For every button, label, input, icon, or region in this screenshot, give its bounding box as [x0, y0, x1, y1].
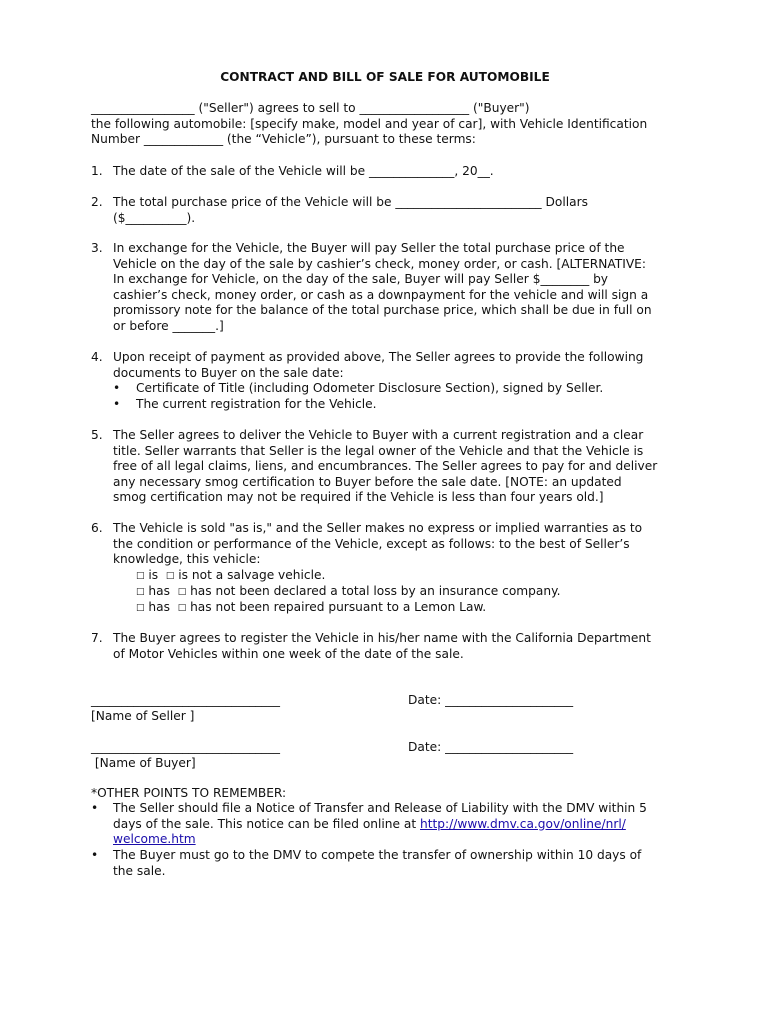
- option-label: has: [148, 584, 170, 598]
- item-line: free of all legal claims, liens, and encumbrances. The Seller agrees to pay for and deliver: [113, 459, 658, 474]
- item-line: title. Seller warrants that Seller is the legal owner of the Vehicle and that the Vehicle is: [113, 443, 644, 458]
- bullet-icon: •: [113, 397, 121, 411]
- item-line: cashier’s check, money order, or cash as a downpayment for the vehicle and will sign a: [113, 287, 649, 302]
- option-label: has not been declared a total loss by an insurance company.: [190, 584, 561, 598]
- seller-name-label: [Name of Seller ]: [91, 709, 195, 723]
- option-label: is not a salvage vehicle.: [178, 568, 326, 582]
- dmv-link-continued[interactable]: welcome.htm: [113, 832, 196, 847]
- point-line: [113, 832, 693, 848]
- dmv-link[interactable]: http://www.dmv.ca.gov/online/nrl/: [420, 816, 626, 831]
- intro-line: _________________ ("Seller") agrees to sell to __________________ ("Buyer"): [91, 101, 530, 115]
- option-label: has: [148, 600, 170, 614]
- buyer-date-field[interactable]: Date: _____________________: [408, 740, 574, 754]
- lemon-law-option-row: [136, 600, 486, 617]
- item-line: Upon receipt of payment as provided above, The Seller agrees to provide the following: [113, 350, 644, 364]
- item-line: ($__________).: [113, 210, 196, 225]
- term-item-2: [113, 195, 693, 226]
- checkbox-is[interactable]: □: [136, 571, 145, 581]
- point-line: The Seller should file a Notice of Transfer and Release of Liability with the DMV within 5: [113, 801, 647, 815]
- item-number: 5.: [91, 428, 103, 442]
- item-number: 1.: [91, 164, 103, 178]
- item-number: 6.: [91, 521, 103, 535]
- total-loss-option-row: [136, 584, 560, 601]
- item-line: or before _______.]: [113, 318, 224, 333]
- term-item-1: [113, 164, 693, 180]
- item-line: Vehicle on the day of the sale by cashier’s check, money order, or cash. [ALTERNATIVE:: [113, 256, 646, 271]
- checkbox-has[interactable]: □: [136, 603, 145, 613]
- bullet-icon: •: [91, 848, 99, 862]
- term-item-3: [113, 241, 693, 335]
- other-points-heading: *OTHER POINTS TO REMEMBER:: [91, 786, 287, 800]
- item-line: documents to Buyer on the sale date:: [113, 365, 344, 380]
- item-line: The total purchase price of the Vehicle will be ________________________ Dollars: [113, 195, 588, 209]
- item-line: smog certification may not be required if the Vehicle is less than four years old.]: [113, 490, 604, 505]
- item-line: The Seller agrees to deliver the Vehicle to Buyer with a current registration and a clear: [113, 428, 644, 442]
- intro-line: Number _____________ (the “Vehicle”), pursuant to these terms:: [91, 132, 476, 147]
- other-point-1: [113, 801, 693, 848]
- seller-date-field[interactable]: Date: _____________________: [408, 693, 574, 707]
- salvage-option-row: [136, 568, 325, 585]
- item-line: In exchange for the Vehicle, the Buyer will pay Seller the total purchase price of the: [113, 241, 625, 255]
- item-line: promissory note for the balance of the total purchase price, which shall be due in full on: [113, 303, 652, 318]
- item-number: 3.: [91, 241, 103, 255]
- item-line: The Buyer agrees to register the Vehicle in his/her name with the California Department: [113, 631, 651, 645]
- term-item-6: [113, 521, 693, 568]
- item-number: 4.: [91, 350, 103, 364]
- document-title: CONTRACT AND BILL OF SALE FOR AUTOMOBILE: [220, 70, 550, 84]
- item-line: of Motor Vehicles within one week of the date of the sale.: [113, 646, 464, 661]
- bullet-icon: •: [91, 801, 99, 815]
- item-line: knowledge, this vehicle:: [113, 552, 261, 567]
- document-list-item: The current registration for the Vehicle.: [136, 397, 377, 411]
- checkbox-is-not[interactable]: □: [165, 571, 175, 581]
- point-line: the sale.: [113, 863, 166, 878]
- term-item-5: [113, 428, 693, 506]
- document-list-item: Certificate of Title (including Odometer Disclosure Section), signed by Seller.: [136, 381, 604, 395]
- item-line: The Vehicle is sold "as is," and the Seller makes no express or implied warranties as to: [113, 521, 643, 535]
- other-point-2: [113, 848, 693, 879]
- buyer-name-label: [Name of Buyer]: [91, 756, 196, 770]
- seller-signature-line[interactable]: _______________________________: [91, 693, 280, 707]
- option-label: is: [148, 568, 159, 582]
- point-line: The Buyer must go to the DMV to compete the transfer of ownership within 10 days of: [113, 848, 642, 862]
- item-number: 7.: [91, 631, 103, 645]
- intro-line: the following automobile: [specify make, model and year of car], with Vehicle Identification: [91, 116, 648, 131]
- term-item-4: [113, 350, 693, 381]
- checkbox-has-not[interactable]: □: [177, 603, 187, 613]
- item-line: In exchange for Vehicle, on the day of the sale, Buyer will pay Seller $________ by: [113, 272, 609, 287]
- checkbox-has-not[interactable]: □: [177, 587, 187, 597]
- option-label: has not been repaired pursuant to a Lemon Law.: [190, 600, 487, 614]
- item-line: The date of the sale of the Vehicle will be ______________, 20__.: [113, 164, 494, 178]
- term-item-7: [113, 631, 693, 662]
- checkbox-has[interactable]: □: [136, 587, 145, 597]
- bullet-icon: •: [113, 381, 121, 395]
- item-line: any necessary smog certification to Buyer before the sale date. [NOTE: an updated: [113, 474, 622, 489]
- intro-paragraph: [91, 101, 691, 148]
- point-text: days of the sale. This notice can be filed online at: [113, 816, 421, 831]
- buyer-signature-line[interactable]: _______________________________: [91, 740, 280, 754]
- item-number: 2.: [91, 195, 103, 209]
- point-line: [113, 817, 693, 833]
- item-line: the condition or performance of the Vehicle, except as follows: to the best of Seller’s: [113, 536, 630, 551]
